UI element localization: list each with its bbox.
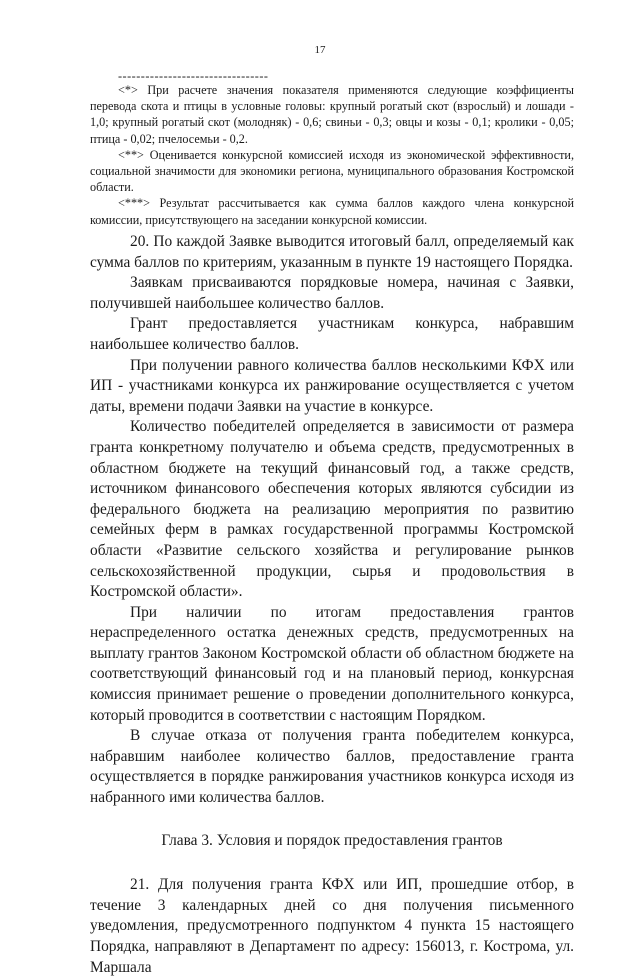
footnote-2: <**> Оценивается конкурсной комиссией исходя из экономической эффективности, социальной значимости для экономики региона, муниципального образования Костромской области. — [90, 147, 574, 195]
paragraph-winners-count: Количество победителей определяется в зависимости от размера гранта конкретному получателю и объема средств, предусмотренных в областном бюджете на текущий финансовый год, а также средств, источником финансового обеспечения которых являются субсидии из федерального бюджета на реализацию мероприятия по развитию семейных ферм в рамках государственной программы Костромской области «Развитие сельского хозяйства и регулирование рынков сельскохозяйственной продукции, сырья и продовольствия в Костромской области». — [90, 418, 574, 601]
chapter-title: Глава 3. Условия и порядок предоставления грантов — [161, 831, 503, 849]
footnote-separator: --------------------------------- — [118, 69, 269, 83]
footnote-1: <*> При расчете значения показателя применяются следующие коэффициенты перевода скота и птицы в условные головы: крупный рогатый скот (взрослый) и лошади - 1,0; крупный рогатый скот (молодняк) - 0,6; свиньи - 0,3; овцы и козы - 0,1; кролики - 0,05; птица - 0,02; пчелосемьи - 0,2. — [90, 83, 574, 146]
page-number: 17 — [314, 44, 326, 56]
paragraph-ranking: Заявкам присваиваются порядковые номера, начиная с Заявки, получившей наибольшее количество баллов. — [90, 274, 574, 312]
footnotes-section — [90, 70, 574, 228]
paragraph-additional-contest: При наличии по итогам предоставления грантов нераспределенного остатка денежных средств, предусмотренных на выплату грантов Законом Костромской области об областном бюджете на соответствующий финансовый год и на плановый период, конкурсная комиссия принимает решение о проведении дополнительного конкурса, который проводится в соответствии с настоящим Порядком. — [90, 603, 574, 724]
paragraph-equal-scores: При получении равного количества баллов несколькими КФХ или ИП - участниками конкурса их ранжирование осуществляется с учетом даты, времени подачи Заявки на участие в конкурсе. — [90, 356, 574, 415]
footnote-3: <***> Результат рассчитывается как сумма баллов каждого члена конкурсной комиссии, присутствующего на заседании конкурсной комиссии. — [90, 196, 574, 227]
paragraph-21: 21. Для получения гранта КФХ или ИП, прошедшие отбор, в течение 3 календарных дней со дня получения письменного уведомления, предусмотренного подпунктом 4 пункта 15 настоящего Порядка, направляют в Департамент по адресу: 156013, г. Кострома, ул. Маршала — [90, 876, 574, 976]
paragraph-refusal: В случае отказа от получения гранта победителем конкурса, набравшим наиболее количество баллов, предоставление гранта осуществляется в порядке ранжирования участников конкурса исходя из набранного ими количества баллов. — [90, 727, 574, 807]
paragraph-grant-provided: Грант предоставляется участникам конкурса, набравшим наибольшее количество баллов. — [90, 315, 574, 353]
main-text — [90, 232, 574, 978]
paragraph-20: 20. По каждой Заявке выводится итоговый балл, определяемый как сумма баллов по критериям, указанным в пункте 19 настоящего Порядка. — [90, 233, 574, 271]
